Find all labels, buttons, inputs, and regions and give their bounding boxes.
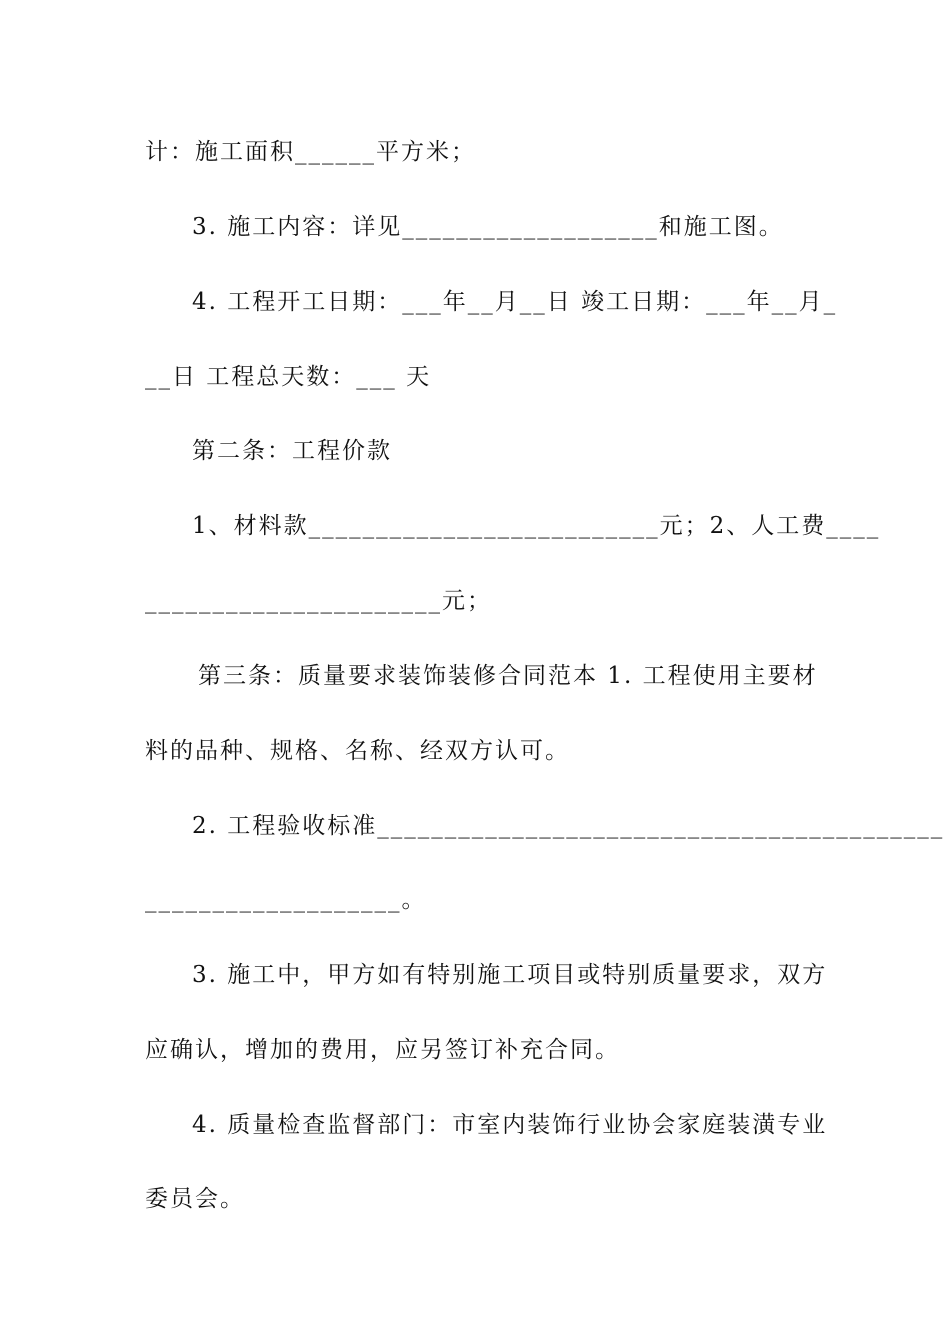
acceptance-standard-line: 2. 工程验收标准__________________________________________ bbox=[192, 813, 945, 839]
special-requirement-continuation-line: 应确认，增加的费用，应另签订补充合同。 bbox=[145, 1037, 620, 1063]
inspection-department-continuation-line: 委员会。 bbox=[145, 1186, 245, 1212]
price-line: 1、材料款__________________________元；2、人工费____ bbox=[192, 513, 881, 539]
construction-content-line: 3. 施工内容：详见___________________和施工图。 bbox=[192, 214, 784, 240]
price-continuation-line: ______________________元； bbox=[145, 588, 492, 614]
article-three-line: 第三条：质量要求装饰装修合同范本 1. 工程使用主要材 bbox=[198, 663, 818, 689]
schedule-line: 4. 工程开工日期：___年__月__日 竣工日期：___年__月_ bbox=[192, 289, 838, 315]
article-two-heading: 第二条：工程价款 bbox=[192, 438, 392, 464]
acceptance-standard-continuation-line: ___________________。 bbox=[145, 887, 427, 913]
schedule-continuation-line: __日 工程总天数：___ 天 bbox=[145, 364, 432, 390]
special-requirement-line: 3. 施工中，甲方如有特别施工项目或特别质量要求，双方 bbox=[192, 962, 828, 988]
construction-area-line: 计：施工面积______平方米； bbox=[145, 139, 476, 165]
article-three-continuation-line: 料的品种、规格、名称、经双方认可。 bbox=[145, 738, 570, 764]
inspection-department-line: 4. 质量检查监督部门：市室内装饰行业协会家庭装潢专业 bbox=[192, 1112, 828, 1138]
